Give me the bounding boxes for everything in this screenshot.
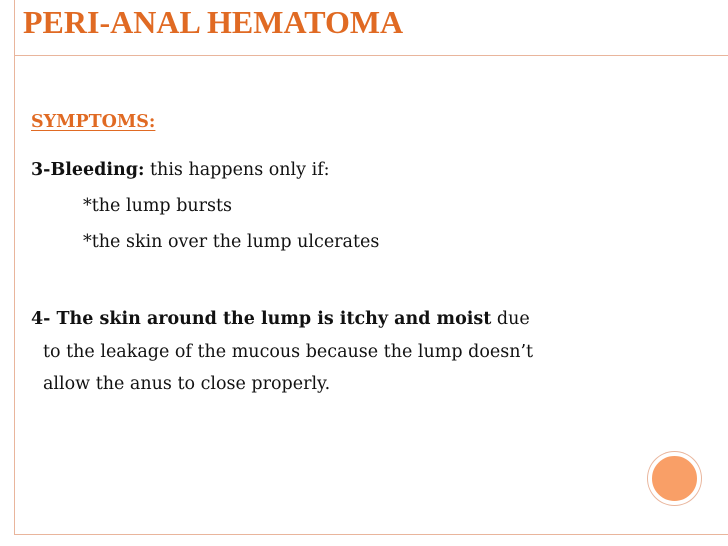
decorative-circle	[648, 452, 701, 505]
symptom-4-continuation: allow the anus to close properly.	[43, 374, 331, 394]
symptom-4	[31, 309, 530, 329]
symptom-4-text: due	[491, 309, 530, 329]
symptom-3	[31, 160, 330, 180]
symptom-4-label: 4- The skin around the lump is itchy and moist	[31, 309, 492, 329]
slide-title: PERI-ANAL HEMATOMA	[23, 4, 404, 40]
header-divider	[14, 55, 728, 56]
symptom-3-subitem: *the skin over the lump ulcerates	[83, 232, 380, 252]
symptom-3-subitem: *the lump bursts	[83, 196, 233, 216]
symptom-3-label: 3-Bleeding:	[31, 160, 145, 180]
section-heading: SYMPTOMS:	[31, 112, 156, 132]
symptom-4-continuation: to the leakage of the mucous because the lump doesn’t	[43, 342, 534, 362]
slide-frame	[14, 0, 728, 535]
symptom-3-text: this happens only if:	[144, 160, 330, 180]
